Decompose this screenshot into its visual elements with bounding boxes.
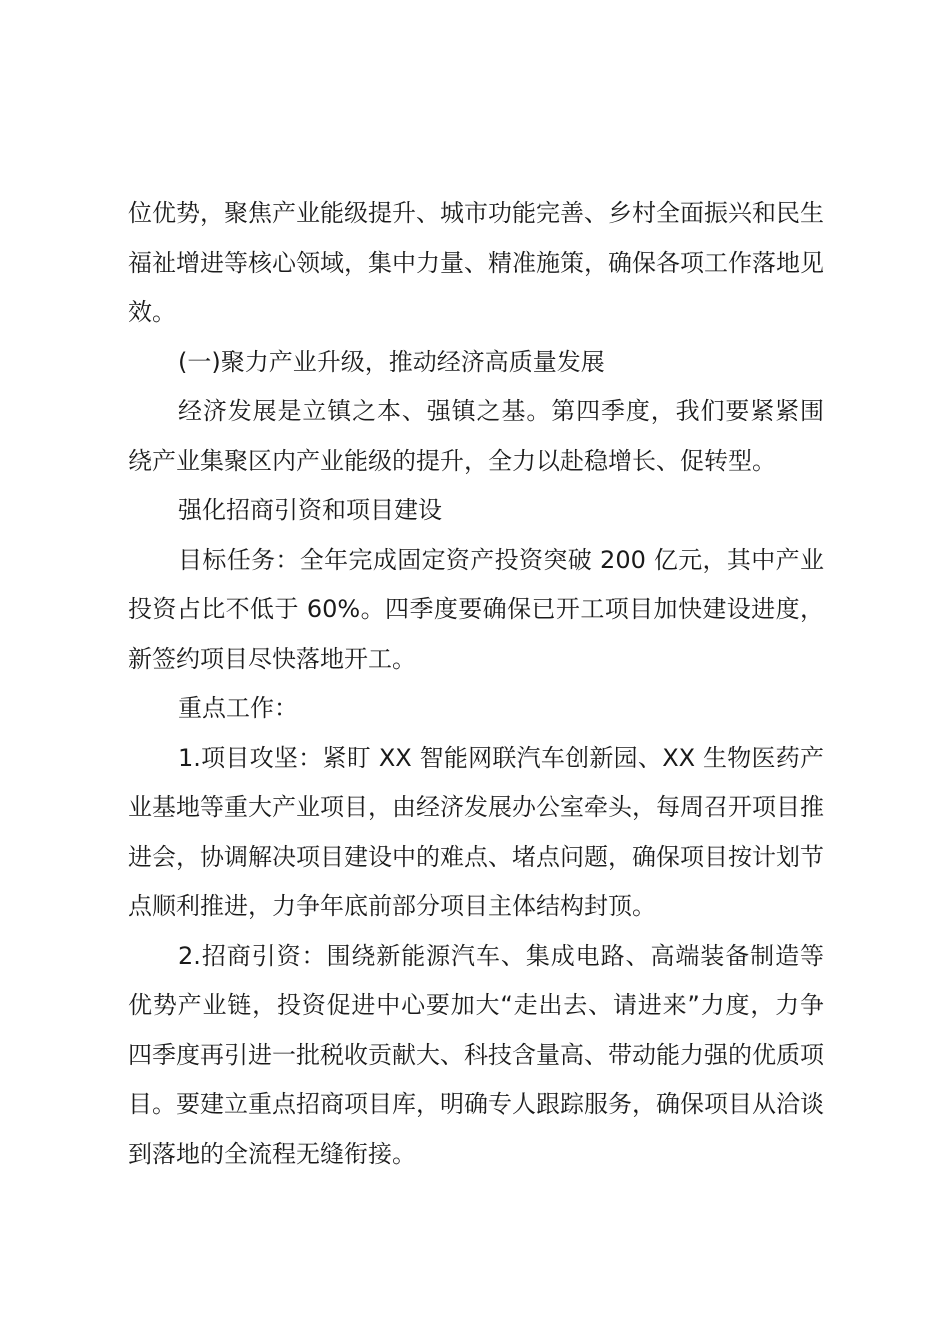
paragraph-continuation: 位优势，聚焦产业能级提升、城市功能完善、乡村全面振兴和民生福祉增进等核心领域，集中力量、精准施策，确保各项工作落地见效。 [128,199,824,326]
document-body [128,189,824,1179]
list-item-project: 1.项目攻坚：紧盯 XX 智能网联汽车创新园、XX 生物医药产业基地等重大产业项目，由经济发展办公室牵头，每周召开项目推进会，协调解决项目建设中的难点、堵点问题，确保项目按计划节点顺利推进，力争年底前部分项目主体结构封顶。 [128,743,824,920]
subheading: 强化招商引资和项目建设 [178,496,442,524]
key-work-label: 重点工作： [178,694,298,722]
list-item-investment: 2.招商引资：围绕新能源汽车、集成电路、高端装备制造等优势产业链，投资促进中心要加大“走出去、请进来”力度，力争四季度再引进一批税收贡献大、科技含量高、带动能力强的优质项目。要建立重点招商项目库，明确专人跟踪服务，确保项目从洽谈到落地的全流程无缝衔接。 [128,941,824,1168]
paragraph-intro: 经济发展是立镇之本、强镇之基。第四季度，我们要紧紧围绕产业集聚区内产业能级的提升，全力以赴稳增长、促转型。 [128,397,824,475]
section-heading: (一)聚力产业升级，推动经济高质量发展 [178,347,605,376]
paragraph-target: 目标任务：全年完成固定资产投资突破 200 亿元，其中产业投资占比不低于 60%。四季度要确保已开工项目加快建设进度，新签约项目尽快落地开工。 [128,545,824,673]
